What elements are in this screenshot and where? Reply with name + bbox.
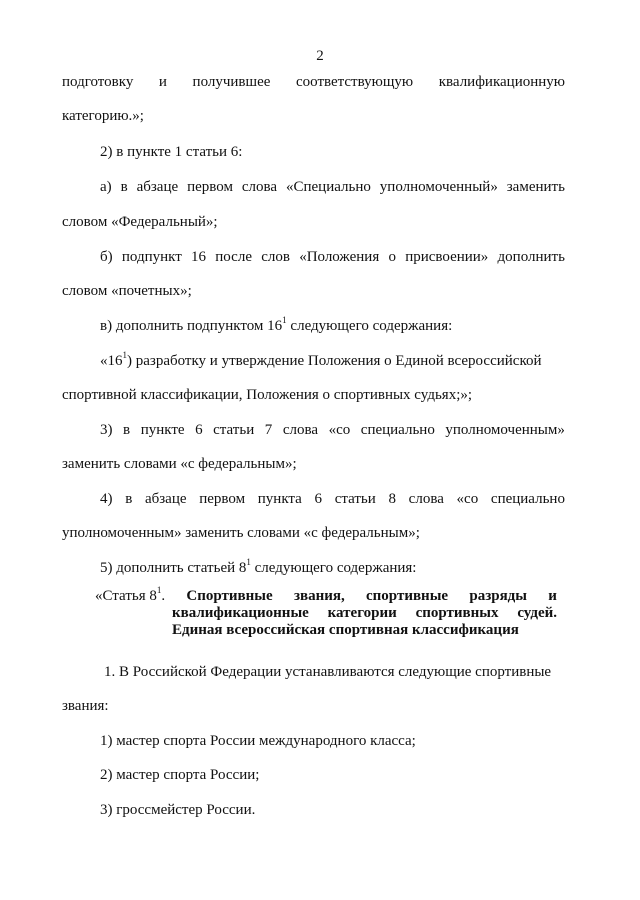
superscript: 1	[246, 557, 251, 567]
heading-word: и	[548, 588, 557, 604]
word: присвоении»	[405, 249, 489, 265]
superscript: 1	[122, 350, 127, 360]
subitem-v-text: в) дополнить подпунктом 16	[100, 318, 283, 334]
word: и	[158, 74, 167, 90]
word: пункта	[257, 491, 302, 507]
word: 3)	[100, 422, 113, 438]
word: уполномоченный»	[379, 179, 498, 195]
subitem-v-line	[100, 317, 452, 335]
superscript: 1	[282, 315, 287, 325]
item-5-text-end: следующего содержания:	[250, 560, 417, 576]
word: статьи	[213, 422, 255, 438]
superscript: 1	[156, 585, 162, 595]
word: 16	[191, 249, 207, 265]
item-4-line-2: уполномоченным» заменить словами «с федеральным»;	[62, 525, 420, 541]
word: 4)	[100, 491, 113, 507]
subitem-b-line-2: словом «почетных»;	[62, 283, 192, 299]
word: в	[125, 491, 133, 507]
list-item: 1) мастер спорта России международного класса;	[100, 733, 416, 749]
word: подготовку	[62, 74, 134, 90]
item-2-line: 2) в пункте 1 статьи 6:	[100, 144, 243, 160]
subitem-v-text-end: следующего содержания:	[286, 318, 453, 334]
subitem-a-line-2: словом «Федеральный»;	[62, 214, 218, 230]
word: соответствующую	[295, 74, 414, 90]
paragraph-continuation-line-2: категорию.»;	[62, 108, 144, 124]
heading-word: квалификационные	[172, 605, 309, 621]
clause-1-line-2: звания:	[62, 698, 109, 714]
heading-word: судей.	[517, 605, 557, 621]
heading-word: спортивные	[366, 588, 449, 604]
word: подпункт	[121, 249, 182, 265]
word: б)	[100, 249, 113, 265]
article-heading-line-2	[95, 605, 557, 622]
word: пункте	[140, 422, 185, 438]
word: статьи	[334, 491, 376, 507]
word: «со	[328, 422, 351, 438]
word: дополнить	[497, 249, 565, 265]
word: уполномоченным»	[445, 422, 565, 438]
heading-word: Спортивные	[186, 588, 273, 604]
item-3-line-1	[100, 421, 565, 439]
article-heading-line-1	[95, 585, 557, 605]
word: слова	[241, 179, 278, 195]
quote-16-text-end: ) разработку и утверждение Положения о Единой всероссийской	[127, 353, 542, 369]
heading-word: разряды	[469, 588, 527, 604]
subitem-b-line-1	[100, 248, 565, 266]
word: «со	[456, 491, 479, 507]
word: 6	[314, 491, 323, 507]
item-5-line	[100, 559, 416, 577]
article-label	[95, 585, 166, 605]
word: слова	[282, 422, 319, 438]
word: а)	[100, 179, 112, 195]
word: квалификационную	[438, 74, 565, 90]
paragraph-continuation-line-1	[62, 73, 565, 91]
page-number: 2	[316, 48, 324, 64]
word: «Специально	[285, 179, 371, 195]
clause-1-line-1: 1. В Российской Федерации устанавливаются следующие спортивные	[104, 664, 552, 680]
heading-word: спортивных	[415, 605, 499, 621]
word: слова	[408, 491, 444, 507]
heading-word: категории	[327, 605, 397, 621]
word: абзаце	[144, 491, 187, 507]
quote-16-line-2: спортивной классификации, Положения о спортивных судьях;»;	[62, 387, 473, 403]
list-item: 2) мастер спорта России;	[100, 767, 260, 783]
word: первом	[199, 491, 246, 507]
word: 7	[264, 422, 273, 438]
word: получившее	[192, 74, 271, 90]
quote-16-text: «16	[100, 353, 123, 369]
article-heading	[95, 585, 557, 639]
word: о	[388, 249, 396, 265]
article-prefix-dot: .	[161, 588, 166, 604]
quote-16-line-1	[100, 352, 542, 370]
item-3-line-2: заменить словами «с федеральным»;	[62, 456, 297, 472]
article-heading-line-3: Единая всероссийская спортивная классификация	[172, 622, 519, 638]
article-prefix: «Статья 8	[95, 588, 157, 604]
word: первом	[187, 179, 233, 195]
subitem-a-line-1	[100, 178, 565, 196]
word: слов	[261, 249, 290, 265]
word: в	[123, 422, 131, 438]
word: специально	[490, 491, 565, 507]
item-5-text: 5) дополнить статьей 8	[100, 560, 247, 576]
word: 8	[388, 491, 396, 507]
heading-word: звания,	[293, 588, 345, 604]
word: заменить	[506, 179, 565, 195]
list-item: 3) гроссмейстер России.	[100, 802, 256, 818]
word: «Положения	[299, 249, 380, 265]
word: 6	[195, 422, 203, 438]
word: после	[215, 249, 252, 265]
item-4-line-1	[100, 490, 565, 508]
word: специально	[360, 422, 435, 438]
word: в	[120, 179, 128, 195]
word: абзаце	[136, 179, 179, 195]
